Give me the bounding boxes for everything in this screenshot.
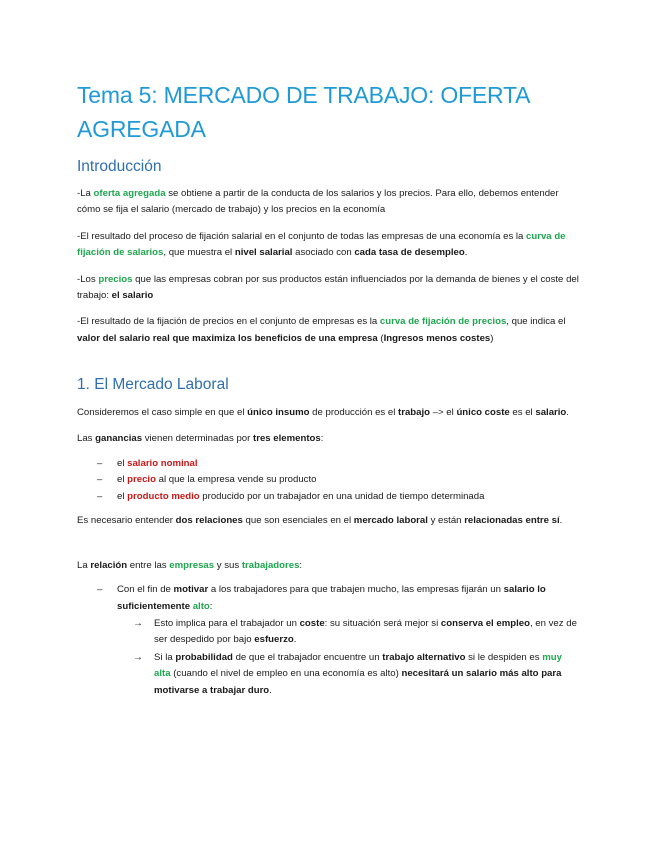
page-title: Tema 5: MERCADO DE TRABAJO: OFERTA AGREGADA xyxy=(77,82,530,142)
dash-bullet: – xyxy=(97,584,103,596)
list-item: – el producto medio producido por un trabajador en una unidad de tiempo determinada xyxy=(77,489,579,505)
section-1-paragraph-1: Consideremos el caso simple en que el único insumo de producción es el trabajo –> el único coste es el salario. xyxy=(77,407,569,419)
arrow-right-icon: → xyxy=(133,617,143,629)
arrow-right-icon: → xyxy=(133,651,143,663)
dash-bullet: – xyxy=(97,458,103,470)
relation-list xyxy=(77,582,579,699)
arrow-sublist xyxy=(117,616,579,699)
intro-paragraph-1: -La oferta agregada se obtiene a partir de la conducta de los salarios y los precios. Para ello, debemos entender cómo se fija el salario (mercado de trabajo) y los precios en la economía xyxy=(77,188,559,216)
earnings-elements-list xyxy=(77,456,579,505)
section-1-heading: 1. El Mercado Laboral xyxy=(77,376,229,394)
intro-heading: Introducción xyxy=(77,158,162,175)
intro-paragraph-4: -El resultado de la fijación de precios en el conjunto de empresas es la curva de fijación de precios, que indica el valor del salario real que maximiza los beneficios de una empresa (Ingresos menos costes) xyxy=(77,316,566,344)
list-item: – el precio al que la empresa vende su producto xyxy=(77,472,579,488)
dash-bullet: – xyxy=(97,490,103,502)
list-item: – Con el fin de motivar a los trabajadores para que trabajen mucho, las empresas fijarán un salario lo suficientemente alto: → Esto implica para el trabajador un coste: su situación será mejor si conserva el empleo, en vez de ser despedido por bajo esfuerzo. → Si la probabilidad de que el trabajador encuentre un trabajo alternativo si le despiden es muy alta (cuando el nivel de empleo en una economía es alto) necesitará un salario más alto para motivarse a trabajar duro. xyxy=(77,582,579,699)
intro-paragraph-3: -Los precios que las empresas cobran por sus productos están influenciados por la demanda de bienes y el coste del trabajo: el salario xyxy=(77,273,579,302)
list-item: – el salario nominal xyxy=(77,456,579,472)
list-item: → Esto implica para el trabajador un coste: su situación será mejor si conserva el empleo, en vez de ser despedido por bajo esfuerzo. xyxy=(133,617,577,646)
list-item: → Si la probabilidad de que el trabajador encuentre un trabajo alternativo si le despiden es muy alta (cuando el nivel de empleo en una economía es alto) necesitará un salario más alto para motivarse a trabajar duro. xyxy=(133,651,562,696)
dash-bullet: – xyxy=(97,474,103,486)
intro-paragraph-2: -El resultado del proceso de fijación salarial en el conjunto de todas las empresas de una economía es la curva de fijación de salarios, que muestra el nivel salarial asociado con cada tasa de desempleo. xyxy=(77,230,566,259)
section-1-paragraph-2: Las ganancias vienen determinadas por tres elementos: xyxy=(77,432,324,444)
section-1-paragraph-3: Es necesario entender dos relaciones que son esenciales en el mercado laboral y están relacionadas entre sí. xyxy=(77,515,563,527)
section-1-paragraph-4: La relación entre las empresas y sus trabajadores: xyxy=(77,559,303,571)
